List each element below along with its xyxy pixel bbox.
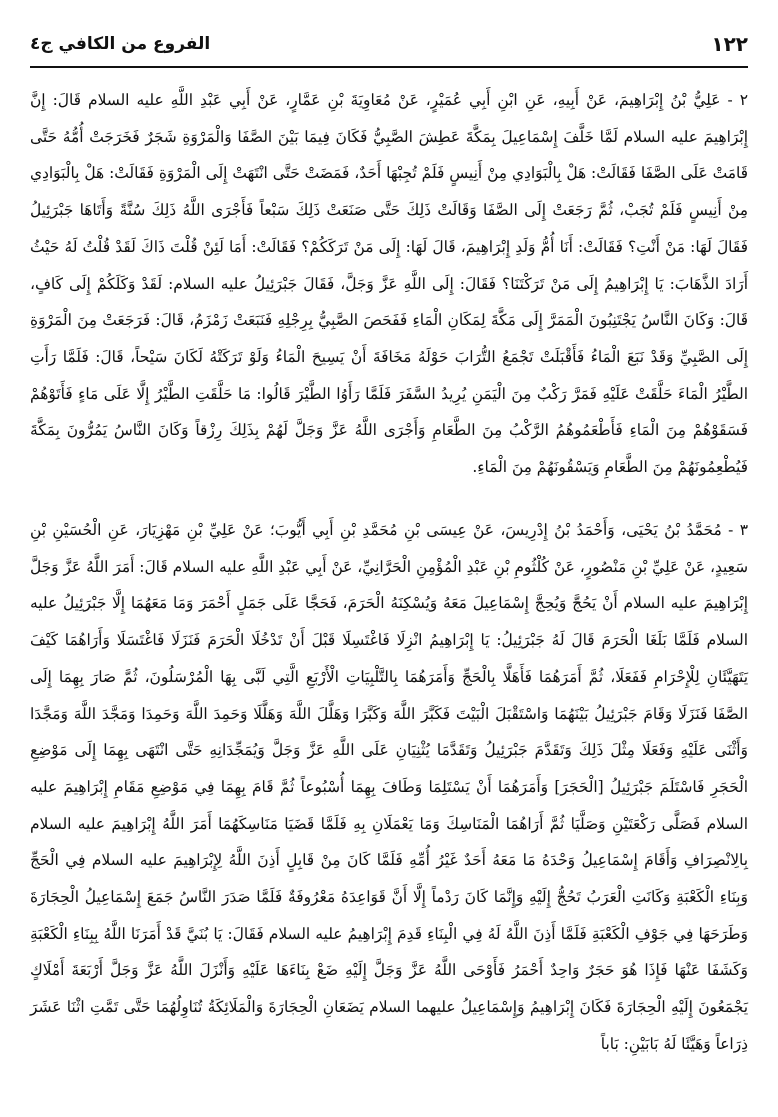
header-rule bbox=[30, 66, 748, 68]
book-page bbox=[30, 0, 748, 1117]
page-number: ١٢٢ bbox=[711, 32, 748, 56]
hadith-2-text: ٢ - عَلِيُّ بْنُ إِبْرَاهِيمَ، عَنْ أَبِيهِ، عَنِ ابْنِ أَبِي عُمَيْرٍ، عَنْ مُعَاوِيَةَ بْنِ عَمَّارٍ، عَنْ أَبِي عَبْدِ اللَّهِ عليه السلام قَالَ: إِنَّ إِبْرَاهِيمَ عليه السلام لَمَّا خَلَّفَ إِسْمَاعِيلَ بِمَكَّةَ عَطِشَ الصَّبِيُّ فَكَانَ فِيمَا بَيْنَ الصَّفَا وَالْمَرْوَةِ شَجَرٌ فَخَرَجَتْ أُمُّهُ حَتَّى قَامَتْ عَلَى الصَّفَا فَقَالَتْ: هَلْ بِالْبَوَادِي مِنْ أَنِيسٍ فَلَمْ تُجِبْهَا أَحَدٌ، فَمَضَتْ حَتَّى انْتَهَتْ إِلَى الْمَرْوَةِ فَقَالَتْ: هَلْ بِالْبَوَادِي مِنْ أَنِيسٍ فَلَمْ تُجَبْ، ثُمَّ رَجَعَتْ إِلَى الصَّفَا وَقَالَتْ ذَلِكَ حَتَّى صَنَعَتْ ذَلِكَ سَبْعاً فَأَجْرَى اللَّهُ ذَلِكَ سُنَّةً وَأَتَاهَا جَبْرَئِيلُ فَقَالَ لَهَا: مَنْ أَنْتِ؟ فَقَالَتْ: أَنَا أُمُّ وَلَدِ إِبْرَاهِيمَ، قَالَ لَهَا: إِلَى مَنْ تَرَكَكُمْ؟ فَقَالَتْ: أَمَا لَئِنْ قُلْتَ ذَاكَ لَقَدْ قُلْتُ لَهُ حَيْثُ أَرَادَ الذَّهَابَ: يَا إِبْرَاهِيمُ إِلَى مَنْ تَرَكْتَنَا؟ فَقَالَ: إِلَى اللَّهِ عَزَّ وَجَلَّ، فَقَالَ جَبْرَئِيلُ عليه السلام: لَقَدْ وَكَلَكُمْ إِلَى كَافٍ، قَالَ: وَكَانَ النَّاسُ يَجْتَنِبُونَ الْمَمَرَّ إِلَى مَكَّةَ لِمَكَانِ الْمَاءِ فَفَحَصَ الصَّبِيُّ بِرِجْلِهِ فَنَبَعَتْ زَمْزَمُ، قَالَ: فَرَجَعَتْ مِنَ الْمَرْوَةِ إِلَى الصَّبِيِّ وَقَدْ نَبَعَ الْمَاءُ فَأَقْبَلَتْ تَجْمَعُ التُّرَابَ حَوْلَهُ مَخَافَةَ أَنْ يَسِيحَ الْمَاءُ وَلَوْ تَرَكَتْهُ لَكَانَ سَيْحاً، قَالَ: فَلَمَّا رَأَتِ الطَّيْرُ الْمَاءَ حَلَّقَتْ عَلَيْهِ فَمَرَّ رَكْبٌ مِنَ الْيَمَنِ يُرِيدُ السَّفَرَ فَلَمَّا رَأَوُا الطَّيْرَ قَالُوا: مَا حَلَّقَتِ الطَّيْرُ إِلَّا عَلَى مَاءٍ فَأَتَوْهُمْ فَسَقَوْهُمْ مِنَ الْمَاءِ فَأَطْعَمُوهُمُ الرَّكْبُ مِنَ الطَّعَامِ وَأَجْرَى اللَّهُ عَزَّ وَجَلَّ لَهُمْ بِذَلِكَ رِزْقاً وَكَانَ النَّاسُ يَمُرُّونَ بِمَكَّةَ فَيُطْعِمُونَهُمْ مِنَ الطَّعَامِ وَيَسْقُونَهُمْ مِنَ الْمَاءِ. bbox=[30, 91, 748, 477]
hadith-3 bbox=[30, 512, 748, 1063]
page-header bbox=[30, 30, 748, 64]
hadith-3-text: ٣ - مُحَمَّدُ بْنُ يَحْيَى، وَأَحْمَدُ بْنُ إِدْرِيسَ، عَنْ عِيسَى بْنِ مُحَمَّدِ بْنِ أَبِي أَيُّوبَ؛ عَنْ عَلِيِّ بْنِ مَهْزِيَارَ، عَنِ الْحُسَيْنِ بْنِ سَعِيدٍ، عَنْ عَلِيِّ بْنِ مَنْصُورٍ، عَنْ كُلْثُومِ بْنِ عَبْدِ الْمُؤْمِنِ الْحَرَّانِيِّ، عَنْ أَبِي عَبْدِ اللَّهِ عليه السلام قَالَ: أَمَرَ اللَّهُ عَزَّ وَجَلَّ إِبْرَاهِيمَ عليه السلام أَنْ يَحُجَّ وَيُحِجَّ إِسْمَاعِيلَ مَعَهُ وَيُسْكِنَهُ الْحَرَمَ، فَحَجَّا عَلَى جَمَلٍ أَحْمَرَ وَمَا مَعَهُمَا إِلَّا جَبْرَئِيلُ عليه السلام فَلَمَّا بَلَغَا الْحَرَمَ قَالَ لَهُ جَبْرَئِيلُ: يَا إِبْرَاهِيمُ انْزِلَا فَاغْتَسِلَا قَبْلَ أَنْ تَدْخُلَا الْحَرَمَ فَنَزَلَا فَاغْتَسَلَا وَأَرَاهُمَا كَيْفَ يَتَهَيَّئَانِ لِلْإِحْرَامِ فَفَعَلَا، ثُمَّ أَمَرَهُمَا فَأَهَلَّا بِالْحَجِّ وَأَمَرَهُمَا بِالتَّلْبِيَاتِ الْأَرْبَعِ الَّتِي لَبَّى بِهَا الْمُرْسَلُونَ، ثُمَّ صَارَ بِهِمَا إِلَى الصَّفَا فَنَزَلَا وَقَامَ جَبْرَئِيلُ بَيْنَهُمَا وَاسْتَقْبَلَ الْبَيْتَ فَكَبَّرَ اللَّهَ وَكَبَّرَا وَهَلَّلَ اللَّهَ وَهَلَّلَا وَحَمِدَ اللَّهَ وَحَمِدَا وَمَجَّدَ اللَّهَ وَمَجَّدَا وَأَثْنَى عَلَيْهِ وَفَعَلَا مِثْلَ ذَلِكَ وَتَقَدَّمَ جَبْرَئِيلُ وَتَقَدَّمَا يُثْنِيَانِ عَلَى اللَّهِ عَزَّ وَجَلَّ وَيُمَجِّدَانِهِ حَتَّى انْتَهَى بِهِمَا إِلَى مَوْضِعِ الْحَجَرِ فَاسْتَلَمَ جَبْرَئِيلُ [الْحَجَرَ] وَأَمَرَهُمَا أَنْ يَسْتَلِمَا وَطَافَ بِهِمَا أُسْبُوعاً ثُمَّ قَامَ بِهِمَا فِي مَوْضِعِ مَقَامِ إِبْرَاهِيمَ عليه السلام فَصَلَّى رَكْعَتَيْنِ وَصَلَّيَا ثُمَّ أَرَاهُمَا الْمَنَاسِكَ وَمَا يَعْمَلَانِ بِهِ فَلَمَّا قَضَيَا مَنَاسِكَهُمَا أَمَرَ اللَّهُ إِبْرَاهِيمَ عليه السلام بِالِانْصِرَافِ وَأَقَامَ إِسْمَاعِيلُ وَحْدَهُ مَا مَعَهُ أَحَدٌ غَيْرُ أُمِّهِ فَلَمَّا كَانَ مِنْ قَابِلٍ أَذِنَ اللَّهُ لِإِبْرَاهِيمَ عليه السلام فِي الْحَجِّ وَبِنَاءِ الْكَعْبَةِ وَكَانَتِ الْعَرَبُ تَحُجُّ إِلَيْهِ وَإِنَّمَا كَانَ رَدْماً إِلَّا أَنَّ قَوَاعِدَهُ مَعْرُوفَةٌ فَلَمَّا صَدَرَ النَّاسُ جَمَعَ إِسْمَاعِيلُ الْحِجَارَةَ وَطَرَحَهَا فِي جَوْفِ الْكَعْبَةِ فَلَمَّا أَذِنَ اللَّهُ لَهُ فِي الْبِنَاءِ قَدِمَ إِبْرَاهِيمُ عليه السلام فَقَالَ: يَا بُنَيَّ قَدْ أَمَرَنَا اللَّهُ بِبِنَاءِ الْكَعْبَةِ وَكَشَفَا عَنْهَا فَإِذَا هُوَ حَجَرٌ وَاحِدٌ أَحْمَرُ فَأَوْحَى اللَّهُ عَزَّ وَجَلَّ إِلَيْهِ ضَعْ بِنَاءَهَا عَلَيْهِ وَأَنْزَلَ اللَّهُ عَزَّ وَجَلَّ أَرْبَعَةَ أَمْلَاكٍ يَجْمَعُونَ إِلَيْهِ الْحِجَارَةَ فَكَانَ إِبْرَاهِيمُ وَإِسْمَاعِيلُ عليهما السلام يَضَعَانِ الْحِجَارَةَ وَالْمَلَائِكَةُ تُنَاوِلُهُمَا حَتَّى تَمَّتِ اثْنَا عَشَرَ ذِرَاعاً وَهَيَّئَا لَهُ بَابَيْنِ: بَاباً bbox=[30, 521, 748, 1053]
hadith-2 bbox=[30, 82, 748, 486]
running-title: الفروع من الكافي ج٤ bbox=[30, 34, 211, 54]
